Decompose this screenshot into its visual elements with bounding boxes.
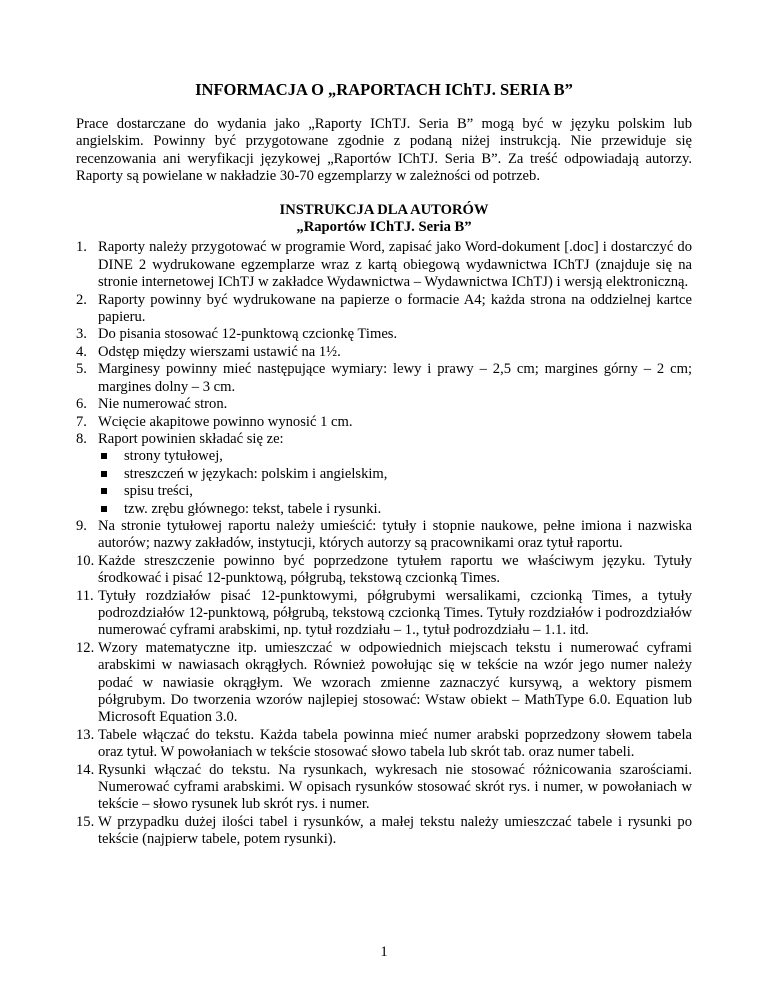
list-item-text: Nie numerować stron.	[98, 396, 228, 413]
bullet-item-text: strony tytułowej,	[124, 448, 223, 465]
bullet-item-text: spisu treści,	[124, 483, 193, 500]
list-item-number: 2.	[76, 291, 87, 308]
list-item	[76, 396, 692, 413]
list-item-number: 8.	[76, 430, 87, 447]
list-item-number: 11.	[76, 587, 94, 604]
list-item-number: 10.	[76, 552, 95, 569]
list-item-text: W przypadku dużej ilości tabel i rysunków, a małej tekstu należy umieszczać tabele i rysunki po tekście (najpierw tabele, potem rysunki).	[98, 813, 692, 848]
bullet-item	[98, 501, 692, 518]
list-item-number: 3.	[76, 326, 87, 343]
list-item-text: Tabele włączać do tekstu. Każda tabela powinna mieć numer arabski poprzedzony słowem tabela oraz tytuł. W powołaniach w tekście stosować słowo tabela lub skrót tab. oraz numer tabeli.	[98, 726, 692, 761]
list-item-text: Rysunki włączać do tekstu. Na rysunkach, wykresach nie stosować różnicowania szarościami. Numerować cyframi arabskimi. W opisach rysunków stosować skrót rys. i numer, w powołaniach w tekście – słowo rysunek lub skrót rys. i numer.	[98, 761, 692, 813]
report-parts-list	[98, 448, 692, 518]
square-bullet-icon	[101, 488, 107, 494]
bullet-item-text: streszczeń w językach: polskim i angielskim,	[124, 465, 388, 482]
list-item-text: Do pisania stosować 12-punktową czcionkę Times.	[98, 326, 398, 343]
list-item-number: 12.	[76, 639, 95, 656]
list-item	[76, 414, 692, 431]
list-item	[76, 239, 692, 291]
list-item-number: 13.	[76, 726, 95, 743]
instructions-subheading: „Raportów IChTJ. Seria B”	[296, 219, 472, 236]
list-item-text: Odstęp między wierszami ustawić na 1½.	[98, 343, 341, 360]
instructions-heading: INSTRUKCJA DLA AUTORÓW	[279, 201, 489, 218]
list-item-text: Raport powinien składać się ze:	[98, 430, 284, 447]
bullet-item	[98, 483, 692, 500]
list-item-number: 4.	[76, 343, 87, 360]
list-item-number: 15.	[76, 813, 95, 830]
list-item-text: Raporty należy przygotować w programie Word, zapisać jako Word-dokument [.doc] i dostarczyć do DINE 2 wydrukowane egzemplarze wraz z kartą obiegową wydawnictwa IChTJ (znajduje się na stronie internetowej IChTJ w zakładce Wydawnictwa – Wydawnictwa IChTJ) i wersją elektroniczną.	[98, 239, 692, 291]
list-item-text: Raporty powinny być wydrukowane na papierze o formacie A4; każda strona na oddzielnej kartce papieru.	[98, 291, 692, 326]
square-bullet-icon	[101, 506, 107, 512]
list-item	[76, 431, 692, 518]
square-bullet-icon	[101, 471, 107, 477]
list-item-number: 1.	[76, 239, 87, 256]
list-item	[76, 762, 692, 814]
list-item-text: Tytuły rozdziałów pisać 12-punktowymi, półgrubymi wersalikami, czcionką Times, a tytuły podrozdziałów 12-punktową, półgrubą, tekstową czcionką Times. Tytuły rozdziałów i podrozdziałów numerować cyframi arabskimi, np. tytuł rozdziału – 1., tytuł podrozdziału – 1.1. itd.	[98, 587, 692, 639]
bullet-item-text: tzw. zrębu głównego: tekst, tabele i rysunki.	[124, 500, 382, 517]
list-item	[76, 553, 692, 588]
list-item-number: 7.	[76, 413, 87, 430]
document-title: INFORMACJA O „RAPORTACH IChTJ. SERIA B”	[195, 80, 573, 99]
bullet-item	[98, 448, 692, 465]
square-bullet-icon	[101, 453, 107, 459]
list-item-text: Wzory matematyczne itp. umieszczać w odpowiednich miejscach tekstu i numerować cyframi arabskimi w nawiasach okrągłych. Również powołując się w tekście na wzór jego numer należy podać w nawiasie okrągłym. We wzorach zmienne zaznaczyć kursywą, a wektory pismem półgrubym. Do tworzenia wzorów najlepiej stosować: Wstaw obiekt – MathType 6.0. Equation lub Microsoft Equation 3.0.	[98, 639, 692, 726]
list-item-number: 9.	[76, 517, 87, 534]
page-number: 1	[380, 944, 388, 960]
list-item	[76, 727, 692, 762]
instruction-list	[76, 239, 692, 848]
list-item-text: Na stronie tytułowej raportu należy umieścić: tytuły i stopnie naukowe, pełne imiona i nazwiska autorów; nazwy zakładów, instytucji, których autorzy są pracownikami oraz tytuł raportu.	[98, 517, 692, 552]
list-item-number: 5.	[76, 361, 87, 378]
list-item-number: 6.	[76, 396, 87, 413]
list-item-number: 14.	[76, 761, 95, 778]
list-item-text: Marginesy powinny mieć następujące wymiary: lewy i prawy – 2,5 cm; margines górny – 2 cm; margines dolny – 3 cm.	[98, 361, 692, 395]
list-item	[76, 640, 692, 727]
bullet-item	[98, 466, 692, 483]
list-item	[76, 344, 692, 361]
list-item	[76, 814, 692, 849]
intro-paragraph: Prace dostarczane do wydania jako „Raporty IChTJ. Seria B” mogą być w języku polskim lub angielskim. Powinny być przygotowane zgodnie z podaną niżej instrukcją. Nie przewiduje się recenzowania ani weryfikacji językowej „Raportów IChTJ. Seria B”. Za treść odpowiadają autorzy. Raporty są powielane w nakładzie 30-70 egzemplarzy w zależności od potrzeb.	[76, 116, 692, 185]
list-item	[76, 588, 692, 640]
list-item-text: Każde streszczenie powinno być poprzedzone tytułem raportu we właściwym języku. Tytuły środkować i pisać 12-punktową, półgrubą, tekstową czcionką Times.	[98, 552, 692, 587]
list-item	[76, 518, 692, 553]
document-page	[76, 80, 692, 849]
list-item	[76, 292, 692, 327]
list-item	[76, 361, 692, 396]
list-item-text: Wcięcie akapitowe powinno wynosić 1 cm.	[98, 413, 353, 430]
list-item	[76, 326, 692, 343]
